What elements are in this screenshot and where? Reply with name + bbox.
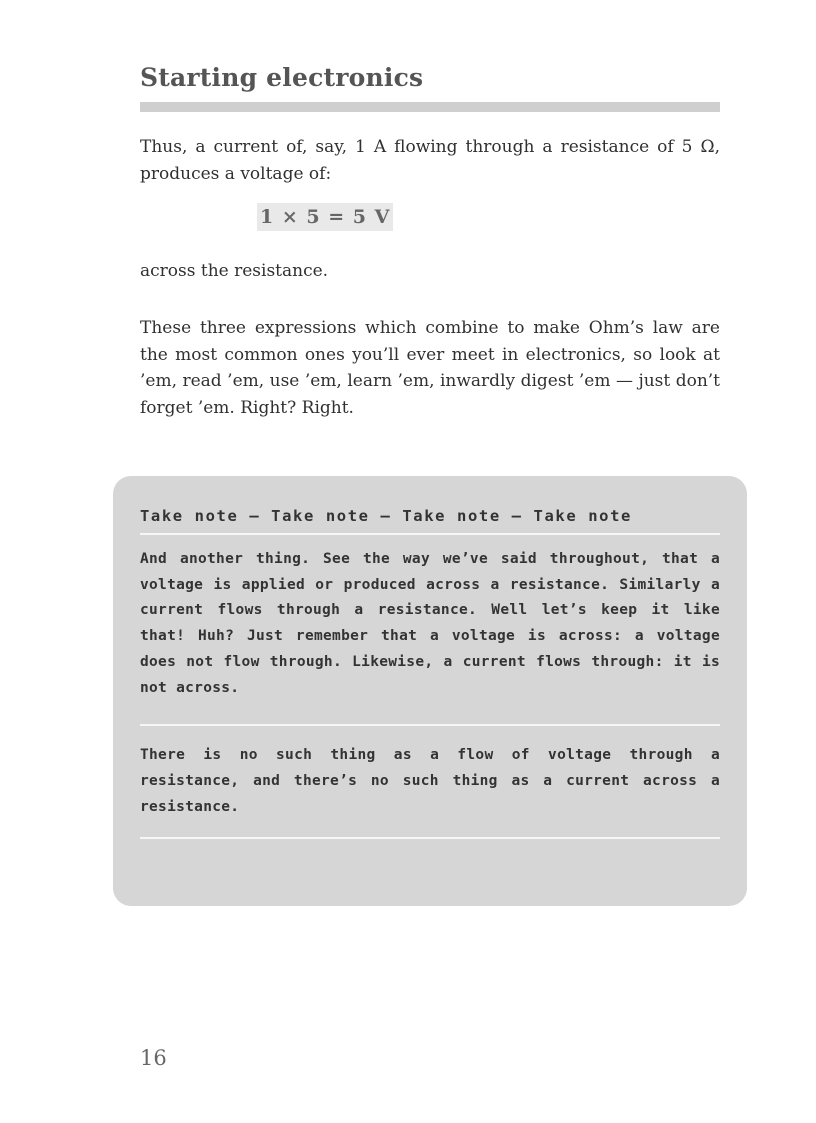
note-divider: [140, 837, 720, 839]
take-note-box: [113, 476, 747, 906]
body-paragraph-1: Thus, a current of, say, 1 A flowing through a resistance of 5 Ω, produces a voltage of:: [140, 137, 720, 184]
note-paragraph-1: And another thing. See the way we’ve said throughout, that a voltage is applied or produced across a resistance. Similarly a current flows through a resistance. Well let’s keep it like that! Huh? Just remember that a voltage is across: a voltage does not flow through. Likewise, a current flows through: it is not across.: [140, 551, 720, 696]
take-note-content: [140, 476, 720, 839]
body-paragraph-3: These three expressions which combine to make Ohm’s law are the most common ones you’ll ever meet in electronics, so look at ’em, read ’em, use ’em, learn ’em, inwardly digest ’em — just don’t forget ’em. Right? Right.: [140, 318, 720, 418]
page-header: [140, 60, 720, 112]
take-note-heading: Take note — Take note — Take note — Take note: [140, 507, 632, 525]
header-rule: [140, 102, 720, 112]
page-number: 16: [140, 1046, 167, 1070]
note-divider: [140, 724, 720, 726]
body-paragraph-2: across the resistance.: [140, 261, 329, 281]
chapter-title: Starting electronics: [140, 63, 424, 92]
note-divider: [140, 533, 720, 535]
note-paragraph-2: There is no such thing as a flow of voltage through a resistance, and there’s no such thing as a current across a resistance.: [140, 747, 720, 815]
ohms-law-equation: 1 × 5 = 5 V: [257, 203, 393, 231]
